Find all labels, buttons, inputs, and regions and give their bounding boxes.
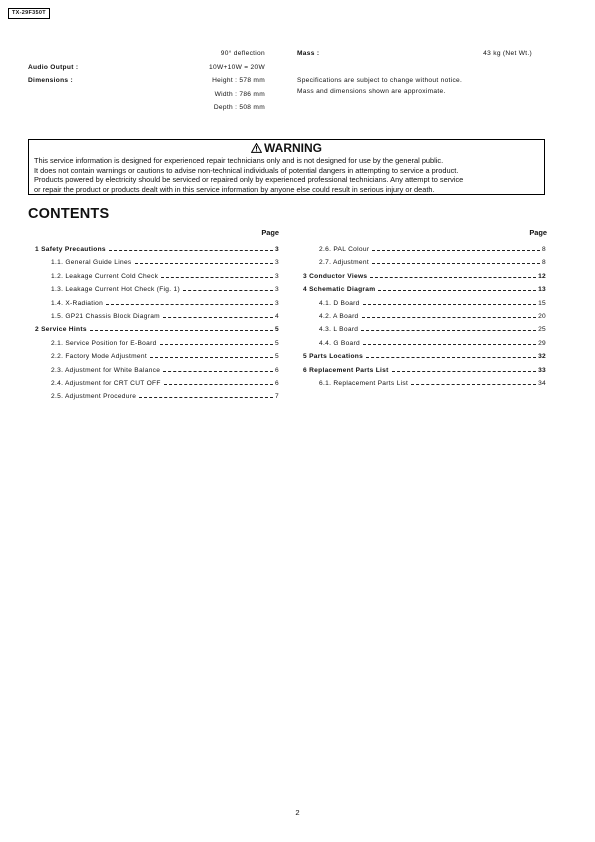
warning-line: It does not contain warnings or cautions to advise non-technical individuals of potential dangers in attempting to service a product. xyxy=(34,165,459,175)
toc-entry[interactable] xyxy=(51,299,279,308)
toc-leader xyxy=(183,290,273,291)
contents-heading: CONTENTS xyxy=(28,206,110,222)
toc-leader xyxy=(363,304,536,305)
spec-mass-value: 43 kg (Net Wt.) xyxy=(483,50,532,57)
toc-entry[interactable] xyxy=(51,366,279,375)
toc-entry[interactable] xyxy=(35,245,279,254)
toc-entry-title: 1 Safety Precautions xyxy=(35,246,106,253)
spec-note-approximate: Mass and dimensions shown are approximate. xyxy=(297,88,446,95)
toc-leader xyxy=(163,371,273,372)
spec-audio-label: Audio Output : xyxy=(28,64,79,71)
toc-entry-page: 4 xyxy=(275,313,279,320)
spec-width: Width : 786 mm xyxy=(214,91,265,98)
toc-entry[interactable] xyxy=(51,312,279,321)
toc-entry[interactable] xyxy=(51,352,279,361)
toc-leader xyxy=(372,263,540,264)
toc-entry-title: 5 Parts Locations xyxy=(303,353,364,361)
toc-entry-title: 2 Service Hints xyxy=(35,326,87,334)
toc-entry[interactable] xyxy=(319,339,546,348)
toc-entry[interactable] xyxy=(303,272,546,281)
toc-entry-title: 2.7. Adjustment xyxy=(319,259,369,267)
toc-entry-title: 4.4. G Board xyxy=(319,339,360,347)
toc-entry-page: 5 xyxy=(275,353,279,361)
toc-entry-page: 3 xyxy=(275,299,279,307)
toc-entry-page: 34 xyxy=(538,380,546,387)
toc-entry-title: 6.1. Replacement Parts List xyxy=(319,380,409,387)
spec-dimensions-label: Dimensions : xyxy=(28,77,74,84)
toc-entry[interactable] xyxy=(319,379,546,388)
toc-entry-page: 3 xyxy=(275,259,279,267)
toc-leader xyxy=(135,263,274,264)
toc-leader xyxy=(160,344,273,345)
spec-depth: Depth : 508 mm xyxy=(213,104,265,111)
toc-entry-title: 1.2. Leakage Current Cold Check xyxy=(51,272,159,280)
warning-line: Products powered by electricity should be serviced or repaired only by experienced professional technicians. Any attempt to service xyxy=(34,175,464,184)
toc-entry-title: 2.4. Adjustment for CRT CUT OFF xyxy=(51,380,161,387)
toc-entry[interactable] xyxy=(303,366,546,375)
warning-title xyxy=(29,142,544,156)
toc-entry-page: 12 xyxy=(538,272,546,280)
toc-entry-page: 6 xyxy=(275,366,279,374)
toc-leader xyxy=(366,357,536,358)
toc-leader xyxy=(362,317,537,318)
toc-leader xyxy=(411,384,536,385)
toc-leader xyxy=(392,371,536,372)
toc-entry-title: 2.2. Factory Mode Adjustment xyxy=(51,353,147,361)
toc-entry-title: 1.4. X-Radiation xyxy=(51,299,104,307)
warning-body xyxy=(34,156,540,194)
spec-mass-label: Mass : xyxy=(297,50,320,57)
toc-entry[interactable] xyxy=(319,325,546,334)
toc-leader xyxy=(106,304,273,305)
toc-entry-title: 4.1. D Board xyxy=(319,299,360,307)
toc-leader xyxy=(150,357,273,358)
toc-entry-page: 33 xyxy=(538,366,546,374)
toc-entry-page: 3 xyxy=(275,286,279,294)
toc-entry[interactable] xyxy=(51,285,279,294)
warning-line: or repair the product or products dealt with in this service information by anyone else could result in serious injury or death. xyxy=(34,184,435,194)
contents-page-header-left: Page xyxy=(261,228,279,237)
toc-entry[interactable] xyxy=(303,352,546,361)
warning-box xyxy=(28,139,545,195)
toc-entry-page: 6 xyxy=(275,380,279,387)
spec-audio-value: 10W+10W = 20W xyxy=(209,64,265,71)
toc-entry[interactable] xyxy=(51,379,279,388)
warning-title-text: WARNING xyxy=(264,141,322,155)
toc-leader xyxy=(139,397,273,398)
toc-entry[interactable] xyxy=(51,339,279,348)
toc-leader xyxy=(161,277,273,278)
toc-leader xyxy=(164,384,273,385)
toc-entry[interactable] xyxy=(319,299,546,308)
toc-entry[interactable] xyxy=(51,272,279,281)
spec-note-change: Specifications are subject to change without notice. xyxy=(297,77,463,84)
toc-entry-title: 2.6. PAL Colour xyxy=(319,246,370,253)
toc-entry-title: 1.1. General Guide Lines xyxy=(51,259,132,267)
toc-entry[interactable] xyxy=(51,392,279,401)
toc-entry-page: 32 xyxy=(538,353,546,361)
warning-line: This service information is designed for experienced repair technicians only and is not designed for use by the general public. xyxy=(34,156,444,165)
toc-entry[interactable] xyxy=(51,258,279,267)
toc-entry-title: 3 Conductor Views xyxy=(303,272,368,280)
toc-entry[interactable] xyxy=(303,285,546,294)
toc-entry-page: 25 xyxy=(538,326,546,334)
toc-leader xyxy=(163,317,273,318)
toc-entry-title: 2.3. Adjustment for White Balance xyxy=(51,366,161,374)
model-number-label: TX-29F350T xyxy=(8,8,50,19)
spec-deflection: 90° deflection xyxy=(220,50,265,57)
toc-entry-page: 7 xyxy=(275,393,279,401)
toc-entry-page: 3 xyxy=(275,272,279,280)
toc-entry-page: 8 xyxy=(542,259,546,267)
contents-page-header-right: Page xyxy=(529,228,547,237)
toc-entry-title: 2.5. Adjustment Procedure xyxy=(51,393,137,401)
toc-entry-title: 4.2. A Board xyxy=(319,313,359,320)
toc-entry-page: 13 xyxy=(538,286,546,294)
toc-leader xyxy=(109,250,273,251)
toc-entry-page: 29 xyxy=(538,339,546,347)
toc-entry-title: 6 Replacement Parts List xyxy=(303,366,389,374)
toc-entry-page: 5 xyxy=(275,339,279,347)
toc-leader xyxy=(372,250,540,251)
toc-entry-title: 1.3. Leakage Current Hot Check (Fig. 1) xyxy=(51,286,180,294)
toc-entry-title: 4.3. L Board xyxy=(319,326,359,334)
toc-entry-page: 15 xyxy=(538,299,546,307)
toc-entry[interactable] xyxy=(35,325,279,334)
toc-entry-title: 4 Schematic Diagram xyxy=(303,286,376,294)
toc-entry[interactable] xyxy=(319,312,546,321)
page-number: 2 xyxy=(295,808,300,817)
toc-leader xyxy=(370,277,536,278)
toc-entry-title: 2.1. Service Position for E-Board xyxy=(51,339,157,347)
toc-entry[interactable] xyxy=(319,245,546,254)
toc-leader xyxy=(363,344,536,345)
toc-entry-page: 8 xyxy=(542,246,546,253)
spec-height: Height : 578 mm xyxy=(212,77,265,84)
toc-entry-title: 1.5. GP21 Chassis Block Diagram xyxy=(51,313,160,320)
toc-entry-page: 5 xyxy=(275,326,279,334)
warning-triangle-icon xyxy=(251,143,262,156)
toc-leader xyxy=(378,290,536,291)
toc-entry[interactable] xyxy=(319,258,546,267)
toc-entry-page: 3 xyxy=(275,246,279,253)
toc-leader xyxy=(361,330,536,331)
toc-entry-page: 20 xyxy=(538,313,546,320)
toc-leader xyxy=(90,330,273,331)
